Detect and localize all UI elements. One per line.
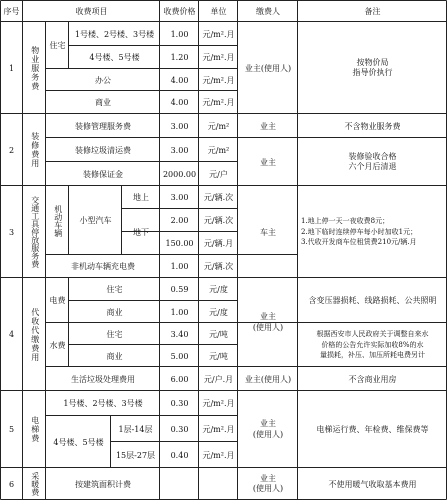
price-cell: 2000.00 [162, 169, 197, 179]
underground-label: 地下 [133, 227, 149, 237]
header-index: 序号 [3, 6, 20, 16]
category-text: 交通工具停放服务费 [30, 196, 40, 268]
note-cell [298, 186, 447, 278]
floors-high-label: 15层-27层 [115, 450, 156, 460]
payer-line: 业主 [260, 473, 276, 483]
price-cell: 3.40 [170, 329, 189, 339]
reno-deposit-label: 装修保证金 [83, 169, 123, 179]
commercial-label: 商业 [95, 98, 111, 107]
row-index-4: 4 [8, 330, 15, 339]
water-label: 水费 [49, 340, 66, 350]
price-cell: 6.00 [170, 374, 189, 384]
category-parking [23, 186, 46, 278]
payer-line: (使用人) [252, 484, 284, 493]
price-cell: 2.00 [170, 216, 189, 225]
office-label: 办公 [95, 75, 111, 85]
category-text: 代收代缴费用 [30, 307, 40, 362]
header-note: 备注 [364, 6, 381, 16]
header-payer: 缴费人 [256, 6, 280, 16]
unit-cell: 元/户 [209, 169, 228, 179]
unit-cell: 元/m².月 [202, 75, 235, 85]
note-cell [298, 22, 447, 114]
payer-line: (使用人) [252, 322, 284, 332]
category-text: 采暖费 [30, 472, 40, 496]
residential-label: 住宅 [106, 329, 123, 339]
price-cell: 1.20 [170, 53, 189, 62]
category-property-fee [23, 22, 46, 114]
unit-cell [199, 468, 238, 500]
price-cell: 1.00 [170, 29, 189, 39]
payer-line: 业主 [260, 419, 276, 428]
garbage-fee-label: 生活垃圾处理费用 [71, 374, 135, 384]
unit-cell: 元/m².月 [202, 29, 235, 39]
unit-cell: 元/m².月 [202, 424, 235, 434]
unit-cell: 元/吨 [209, 351, 228, 361]
note-line: 指导价执行 [352, 68, 393, 77]
residential-label: 住宅 [49, 41, 66, 50]
residential-label: 住宅 [106, 285, 123, 294]
price-cell: 150.00 [165, 239, 194, 248]
note-line: 装修验收合格 [348, 151, 397, 161]
note-line: 根据西安市人民政府关于调整自来水 [316, 330, 429, 339]
unit-cell: 元/辆.月 [203, 239, 234, 248]
electric-label: 电费 [49, 296, 66, 305]
header-price: 收费价格 [163, 6, 196, 16]
commercial-label: 商业 [106, 351, 123, 361]
note-line: 价格的公告允许实际加收8%的水 [321, 340, 424, 349]
payer-line: 业主 [260, 312, 276, 321]
unit-cell: 元/度 [209, 307, 228, 317]
payer-cell [238, 278, 298, 367]
note-cell: 不含物业服务费 [344, 121, 401, 131]
note-line: 1.地上停一天一夜收费8元； [301, 217, 390, 226]
price-cell: 1.00 [170, 307, 189, 317]
category-text: 物业服务费 [30, 45, 40, 91]
note-cell: 不使用暖气收取基本费用 [328, 479, 417, 489]
category-text: 电梯费 [30, 416, 40, 443]
buildings-45-label: 4号楼、5号楼 [89, 53, 140, 62]
note-cell [298, 323, 447, 367]
row-index-5: 5 [8, 425, 15, 434]
payer-cell: 业主(使用人) [244, 63, 292, 73]
price-cell: 4.00 [170, 98, 189, 107]
price-cell: 1.00 [170, 262, 189, 271]
buildings-123-label: 1号楼、2号楼、3号楼 [74, 29, 155, 39]
payer-cell: 业主 [260, 157, 276, 167]
category-heating [23, 468, 46, 500]
price-cell: 0.40 [170, 450, 189, 460]
reno-waste-label: 装修垃圾清运费 [75, 145, 131, 155]
payer-cell: 业主 [260, 121, 276, 131]
unit-cell: 元/m².月 [202, 399, 235, 408]
above-ground-label: 地上 [133, 193, 149, 202]
buildings-123-label: 1号楼、2号楼、3号楼 [63, 399, 143, 408]
small-car-label: 小型汽车 [79, 216, 112, 225]
motor-vehicle-label [46, 186, 69, 255]
header-unit: 单位 [210, 6, 227, 16]
payer-cell [238, 468, 298, 500]
note-cell: 含变压器损耗、线路损耗、公共照明 [308, 296, 437, 305]
heating-basis-label: 按建筑面积计费 [75, 479, 131, 489]
unit-cell: 元/辆.次 [203, 193, 234, 202]
commercial-label: 商业 [106, 307, 123, 317]
payer-line: (使用人) [252, 429, 284, 439]
unit-cell: 元/吨 [209, 329, 228, 339]
unit-cell: 元/辆.次 [203, 262, 234, 271]
category-elevator [23, 391, 46, 468]
price-cell: 3.00 [170, 193, 189, 202]
unit-cell: 元/m².月 [202, 98, 235, 107]
buildings-45-label: 4号楼、5号楼 [53, 437, 104, 447]
unit-cell: 元/m².月 [202, 450, 235, 460]
note-line: 六个月后清退 [348, 162, 397, 171]
row-index-1: 1 [8, 63, 15, 73]
category-text: 机动车辆 [53, 204, 63, 237]
unit-cell: 元/m².月 [202, 53, 235, 62]
header-item: 收费项目 [75, 6, 108, 16]
payer-cell: 业主(使用人) [244, 374, 292, 384]
nonmotor-charge-label: 非机动车辆充电费 [71, 262, 135, 271]
price-cell: 3.00 [170, 145, 189, 155]
note-cell [298, 138, 447, 186]
payer-cell [238, 391, 298, 468]
payer-cell: 车主 [260, 227, 276, 237]
unit-cell: 元/m² [207, 145, 230, 155]
unit-cell: 元/辆.次 [203, 216, 234, 225]
unit-cell: 元/度 [209, 285, 228, 294]
note-line: 按物价局 [356, 57, 389, 67]
row-index-6: 6 [8, 479, 15, 489]
price-cell [160, 468, 199, 500]
note-cell: 不含商业用房 [348, 374, 397, 384]
note-line: 量损耗，补压、加压所耗电费另计 [320, 351, 425, 360]
unit-cell: 元/户.月 [203, 374, 234, 384]
price-cell: 4.00 [170, 75, 189, 85]
price-cell: 5.00 [170, 351, 189, 361]
reno-mgmt-label: 装修管理服务费 [75, 121, 131, 131]
floors-low-label: 1层-14层 [118, 424, 153, 434]
price-cell: 3.00 [170, 121, 189, 131]
category-collection [23, 278, 46, 391]
note-cell: 电梯运行费、年检费、维保费等 [316, 425, 429, 434]
row-index-3: 3 [8, 227, 15, 237]
category-text: 装修费用 [30, 132, 40, 168]
row-index-2: 2 [8, 145, 15, 155]
price-cell: 0.30 [170, 424, 189, 434]
category-renovation [23, 114, 46, 186]
unit-cell: 元/m² [207, 121, 230, 131]
price-cell: 0.30 [170, 399, 189, 408]
price-cell: 0.59 [170, 285, 189, 294]
note-line: 2.地下临时连续停车每小时加收1元； [301, 227, 418, 236]
note-line: 3.代收开发商车位租赁费210元/辆.月 [301, 238, 417, 247]
